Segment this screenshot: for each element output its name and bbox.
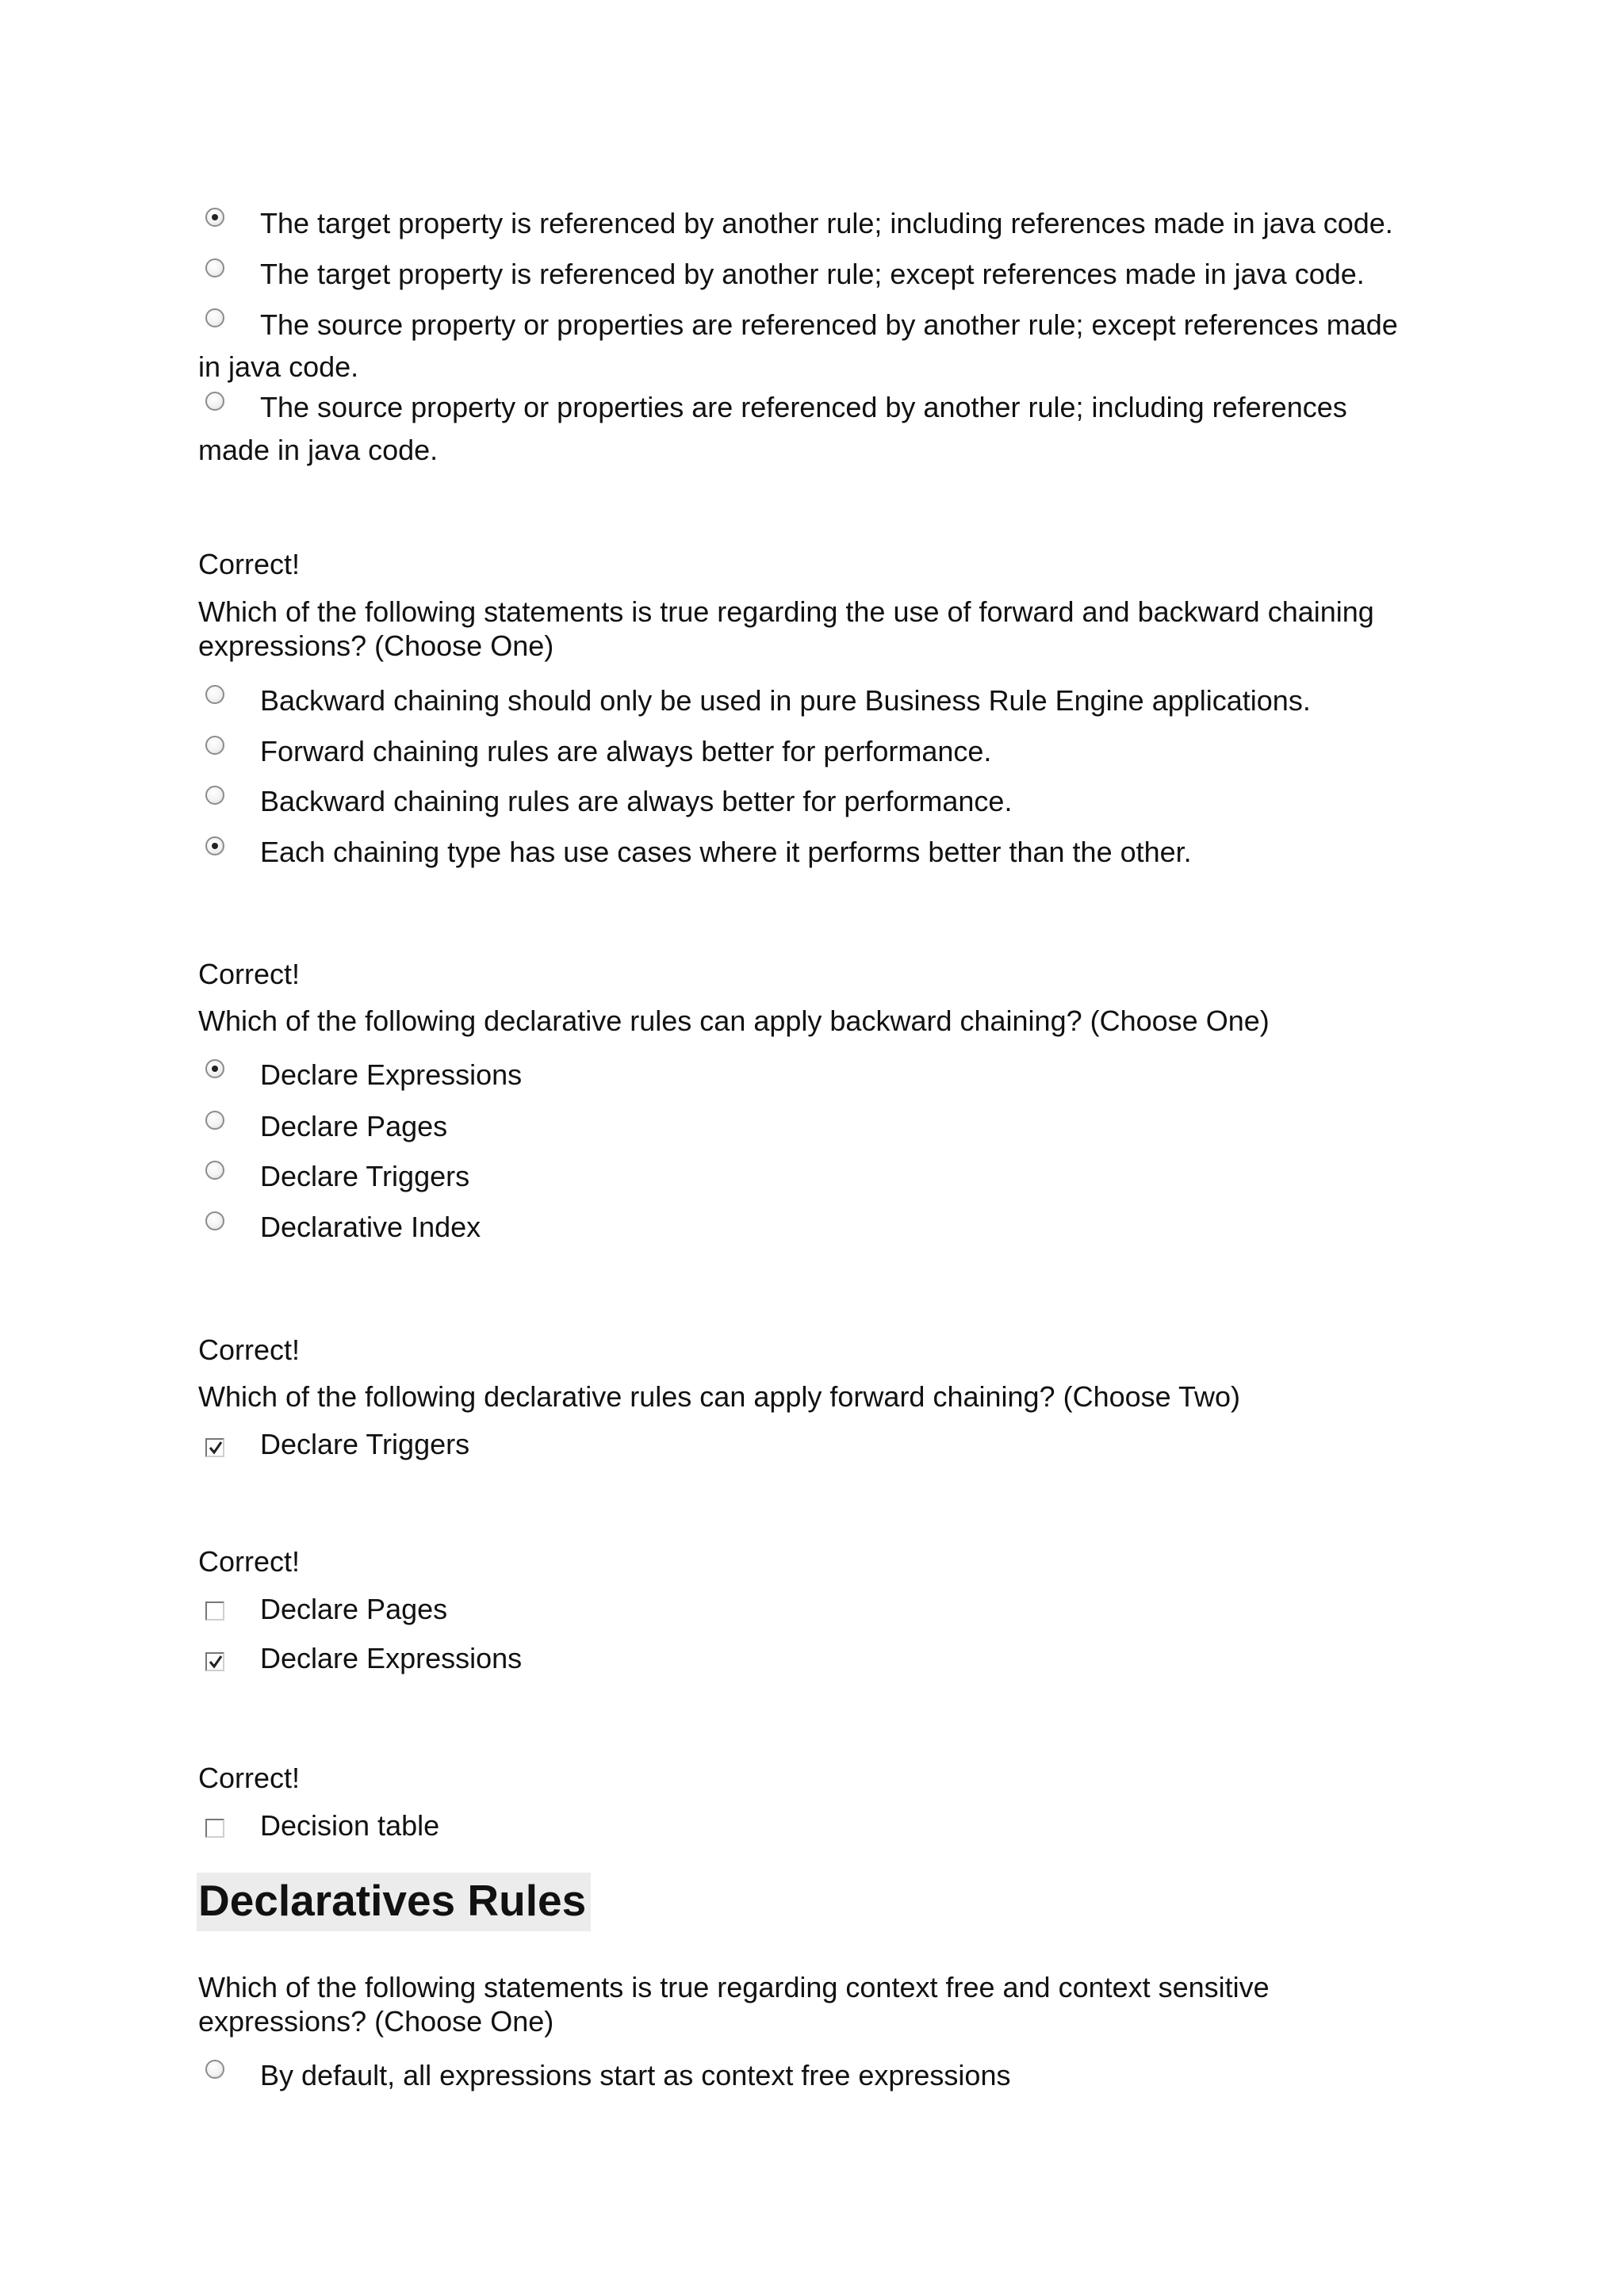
option-label: Declare Expressions — [260, 1642, 523, 1674]
question-text: Which of the following declarative rules can apply forward chaining? (Choose Two) — [198, 1380, 1241, 1413]
option-label: By default, all expressions start as context free expressions — [260, 2059, 1011, 2091]
radio-dot-icon — [212, 1066, 218, 1072]
radio-dot-icon — [212, 843, 218, 849]
question-text-line-1: Which of the following statements is true regarding context free and context sensitive — [198, 1971, 1270, 2003]
option-label: Declare Pages — [260, 1110, 448, 1142]
option-label: Declare Triggers — [260, 1160, 470, 1192]
radio-button-selected[interactable] — [205, 1059, 224, 1078]
feedback-correct: Correct! — [198, 1762, 301, 1794]
checkbox-checked[interactable] — [205, 1652, 224, 1671]
feedback-correct: Correct! — [198, 1334, 301, 1366]
option-label: Declare Triggers — [260, 1428, 470, 1460]
question-text-line-2: expressions? (Choose One) — [198, 629, 554, 662]
radio-button[interactable] — [205, 1161, 224, 1180]
option-label: Decision table — [260, 1809, 440, 1842]
option-label: The target property is referenced by another rule; except references made in java code. — [260, 258, 1365, 290]
option-label: Declarative Index — [260, 1211, 481, 1243]
radio-button[interactable] — [205, 258, 224, 277]
option-label-line-2: made in java code. — [198, 434, 439, 466]
question-text-line-1: Which of the following statements is true regarding the use of forward and backward chaining — [198, 595, 1374, 628]
radio-button[interactable] — [205, 392, 224, 411]
checkmark-icon — [208, 1654, 224, 1670]
radio-button[interactable] — [205, 2060, 224, 2079]
option-label-line-1: The source property or properties are referenced by another rule; including references — [260, 391, 1347, 423]
option-label: Backward chaining rules are always better for performance. — [260, 785, 1013, 817]
option-label: The target property is referenced by another rule; including references made in java code. — [260, 207, 1393, 239]
option-label: Each chaining type has use cases where it performs better than the other. — [260, 836, 1192, 868]
checkmark-icon — [208, 1440, 224, 1456]
feedback-correct: Correct! — [198, 1545, 301, 1578]
checkbox-checked[interactable] — [205, 1438, 224, 1457]
checkbox[interactable] — [205, 1601, 224, 1621]
feedback-correct: Correct! — [198, 548, 301, 580]
radio-button-selected[interactable] — [205, 836, 224, 855]
option-label: Backward chaining should only be used in pure Business Rule Engine applications. — [260, 684, 1311, 717]
option-label: Forward chaining rules are always better for performance. — [260, 735, 992, 767]
option-label-line-2: in java code. — [198, 350, 359, 383]
question-text: Which of the following declarative rules can apply backward chaining? (Choose One) — [198, 1004, 1270, 1037]
option-label: Declare Expressions — [260, 1058, 523, 1091]
radio-button[interactable] — [205, 685, 224, 704]
feedback-correct: Correct! — [198, 958, 301, 990]
section-heading: Declaratives Rules — [197, 1873, 591, 1931]
radio-button[interactable] — [205, 786, 224, 805]
question-text-line-2: expressions? (Choose One) — [198, 2005, 554, 2038]
radio-button[interactable] — [205, 1111, 224, 1130]
radio-button[interactable] — [205, 1211, 224, 1230]
radio-dot-icon — [212, 214, 218, 220]
checkbox[interactable] — [205, 1819, 224, 1838]
radio-button[interactable] — [205, 736, 224, 755]
option-label: Declare Pages — [260, 1593, 448, 1625]
radio-button[interactable] — [205, 308, 224, 327]
option-label-line-1: The source property or properties are referenced by another rule; except references made — [260, 308, 1398, 341]
radio-button-selected[interactable] — [205, 208, 224, 227]
